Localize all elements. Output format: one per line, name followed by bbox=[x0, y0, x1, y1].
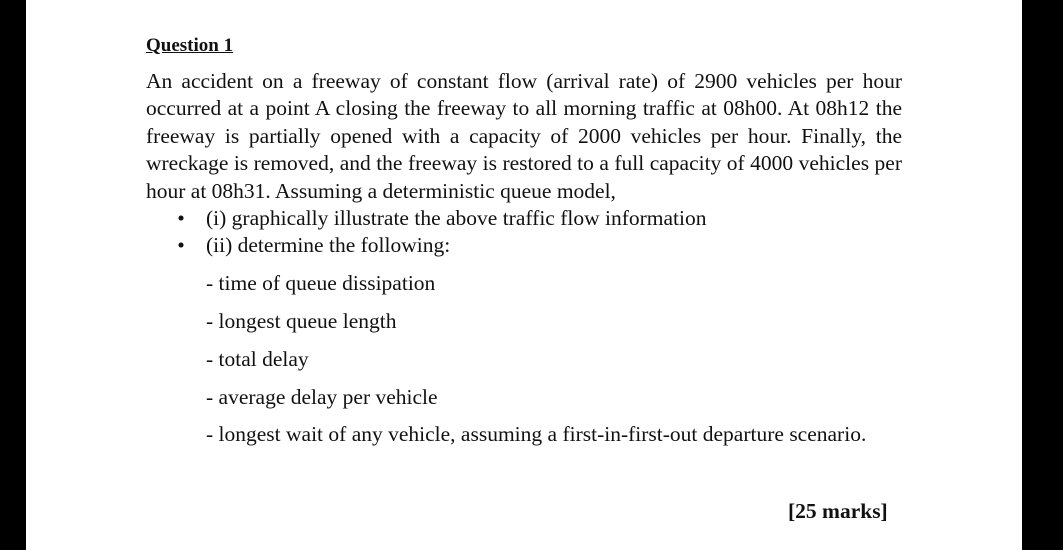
sub-question-item: - average delay per vehicle bbox=[206, 384, 438, 409]
question-body: An accident on a freeway of constant flow (arrival rate) of 2900 vehicles per hour occurred at a point A closing the freeway to all morning traffic at 08h00. At 08h12 the freeway is partially opened with a capacity of 2000 vehicles per hour. Finally, the wreckage is removed, and the freeway is restored to a full capacity of 4000 vehicles per hour at 08h31. Assuming a deterministic queue model, bbox=[146, 69, 902, 203]
bullet-text: (ii) determine the following: bbox=[206, 233, 451, 258]
bullet-icon: • bbox=[177, 206, 185, 231]
sub-question-list bbox=[206, 270, 902, 449]
bullet-text: (i) graphically illustrate the above traffic flow information bbox=[206, 206, 707, 231]
question-block bbox=[146, 35, 902, 449]
question-title: Question 1 bbox=[146, 35, 234, 56]
marks-label: [25 marks] bbox=[788, 499, 888, 523]
sub-question-item: - longest queue length bbox=[206, 308, 397, 333]
sub-question-item: - total delay bbox=[206, 346, 309, 371]
bullet-icon: • bbox=[177, 233, 185, 258]
bullet-list bbox=[146, 205, 902, 260]
sub-question-item: - time of queue dissipation bbox=[206, 270, 436, 295]
bullet-item bbox=[146, 205, 902, 232]
sub-question-item: - longest wait of any vehicle, assuming a first-in-first-out departure scenario. bbox=[206, 422, 867, 447]
document-page bbox=[26, 0, 1022, 550]
bullet-item bbox=[146, 232, 902, 259]
